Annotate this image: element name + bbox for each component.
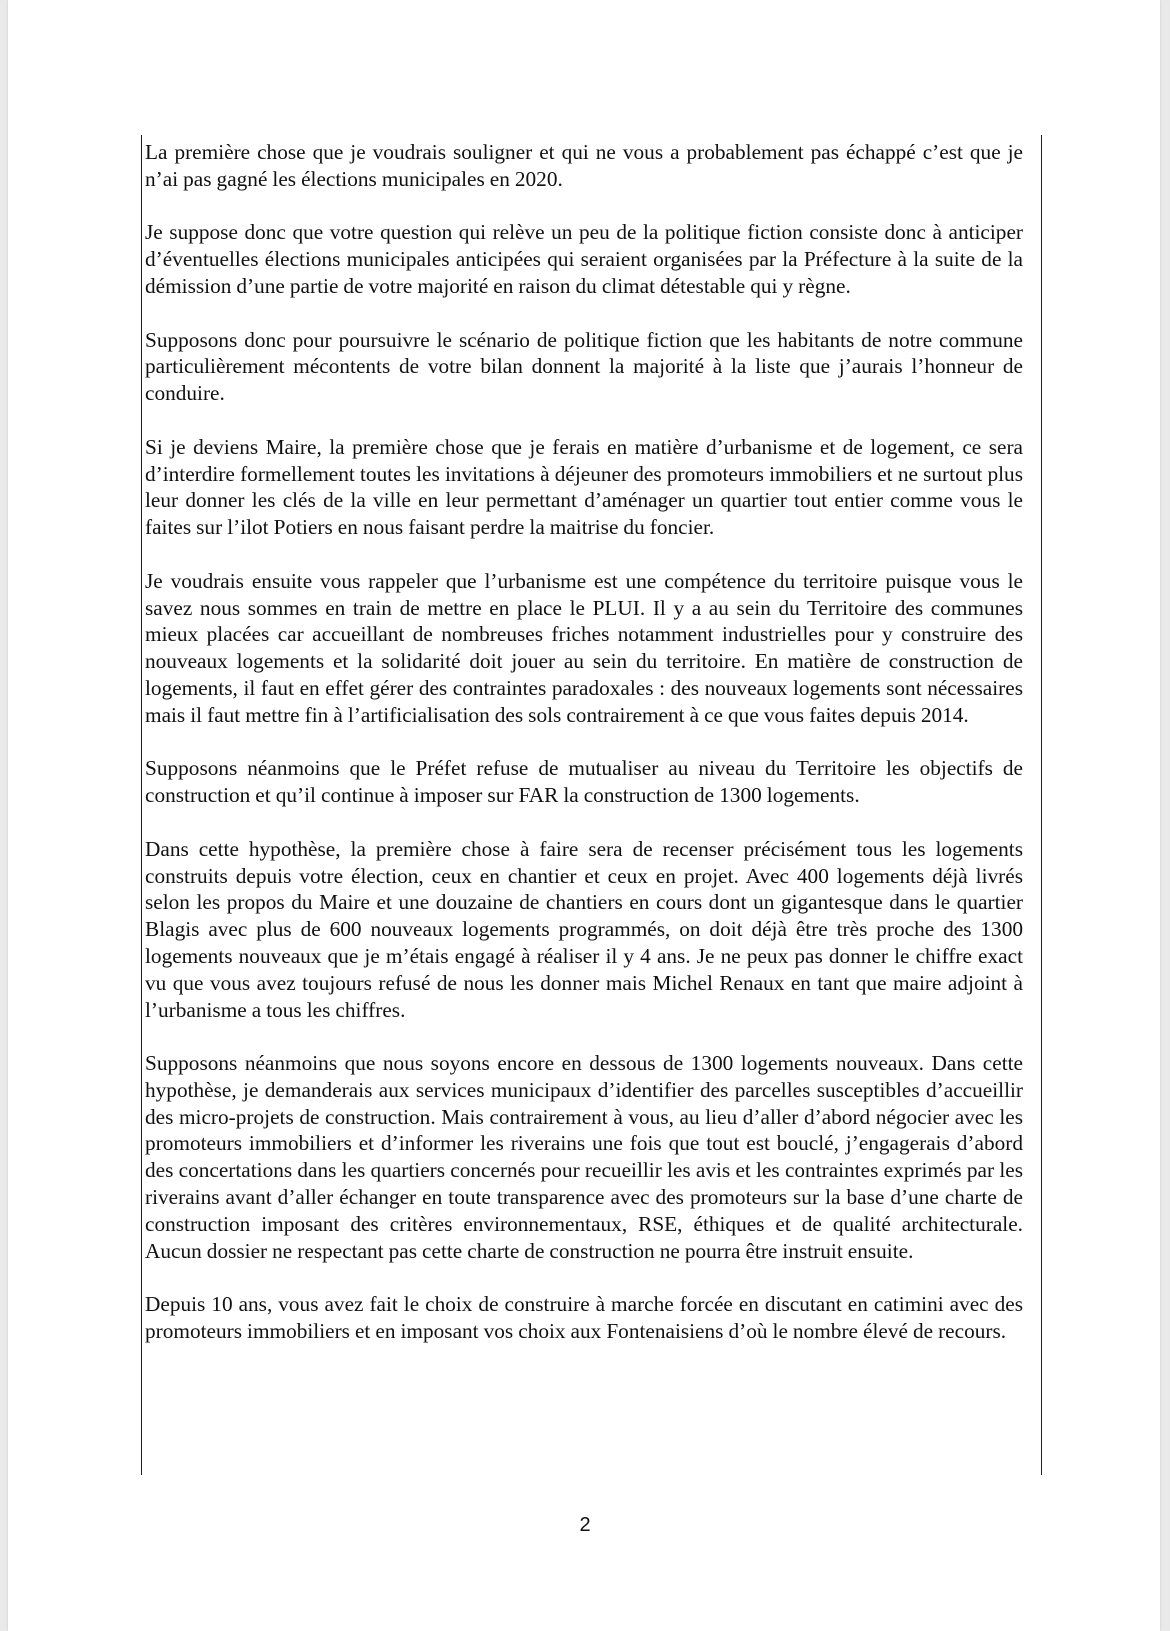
paragraph-5: Je voudrais ensuite vous rappeler que l’urbanisme est une compétence du territoire puisque vous le savez nous sommes en train de mettre en place le PLUI. Il y a au sein du Territoire des communes mieux placées car accueillant de nombreuses friches notamment industrielles pour y construire des nouveaux logements et la solidarité doit jouer au sein du territoire. En matière de construction de logements, il faut en effet gérer des contraintes paradoxales : des nouveaux logements sont nécessaires mais il faut mettre fin à l’artificialisation des sols contrairement à ce que vous faites depuis 2014. <box>145 568 1023 727</box>
paragraph-3: Supposons donc pour poursuivre le scénario de politique fiction que les habitants de notre commune particulièrement mécontents de votre bilan donnent la majorité à la liste que j’aurais l’honneur de conduire. <box>145 327 1023 406</box>
paragraph-6: Supposons néanmoins que le Préfet refuse de mutualiser au niveau du Territoire les objectifs de construction et qu’il continue à imposer sur FAR la construction de 1300 logements. <box>145 756 1023 808</box>
paragraph-9: Depuis 10 ans, vous avez fait le choix de construire à marche forcée en discutant en catimini avec des promoteurs immobiliers et en imposant vos choix aux Fontenaisiens d’où le nombre élevé de recours. <box>145 1292 1023 1344</box>
paragraph-1: La première chose que je voudrais souligner et qui ne vous a probablement pas échappé c’est que je n’ai pas gagné les élections municipales en 2020. <box>145 140 1023 191</box>
paragraph-2: Je suppose donc que votre question qui relève un peu de la politique fiction consiste donc à anticiper d’éventuelles élections municipales anticipées qui seraient organisées par la Préfecture à la suite de la démission d’une partie de votre majorité en raison du climat détestable qui y règne. <box>145 220 1023 298</box>
paragraph-4: Si je deviens Maire, la première chose que je ferais en matière d’urbanisme et de logement, ce sera d’interdire formellement toutes les invitations à déjeuner des promoteurs immobiliers et ne surtout plus leur donner les clés de la ville en leur permettant d’aménager un quartier tout entier comme vous le faites sur l’ilot Potiers en nous faisant perdre la maitrise du foncier. <box>145 434 1023 540</box>
document-body <box>145 139 1023 1372</box>
page-number: 2 <box>579 1514 591 1536</box>
paragraph-8: Supposons néanmoins que nous soyons encore en dessous de 1300 logements nouveaux. Dans cette hypothèse, je demanderais aux services municipaux d’identifier des parcelles susceptibles d’accueillir des micro-projets de construction. Mais contrairement à vous, au lieu d’aller d’abord négocier avec les promoteurs immobiliers et d’informer les riverains une fois que tout est bouclé, j’engagerais d’abord des concertations dans les quartiers concernés pour recueillir les avis et les contraintes exprimés par les riverains avant d’aller échanger en toute transparence avec des promoteurs sur la base d’une charte de construction imposant des critères environnementaux, RSE, éthiques et de qualité architecturale. Aucun dossier ne respectant pas cette charte de construction ne pourra être instruit ensuite. <box>145 1051 1023 1263</box>
paragraph-7: Dans cette hypothèse, la première chose à faire sera de recenser précisément tous les logements construits depuis votre élection, ceux en chantier et ceux en projet. Avec 400 logements déjà livrés selon les propos du Maire et une douzaine de chantiers en cours dont un gigantesque dans le quartier Blagis avec plus de 600 nouveaux logements programmés, on doit déjà être très proche des 1300 logements nouveaux que je m’étais engagé à réaliser il y 4 ans. Je ne peux pas donner le chiffre exact vu que vous avez toujours refusé de nous les donner mais Michel Renaux en tant que maire adjoint à l’urbanisme a tous les chiffres. <box>145 836 1023 1022</box>
